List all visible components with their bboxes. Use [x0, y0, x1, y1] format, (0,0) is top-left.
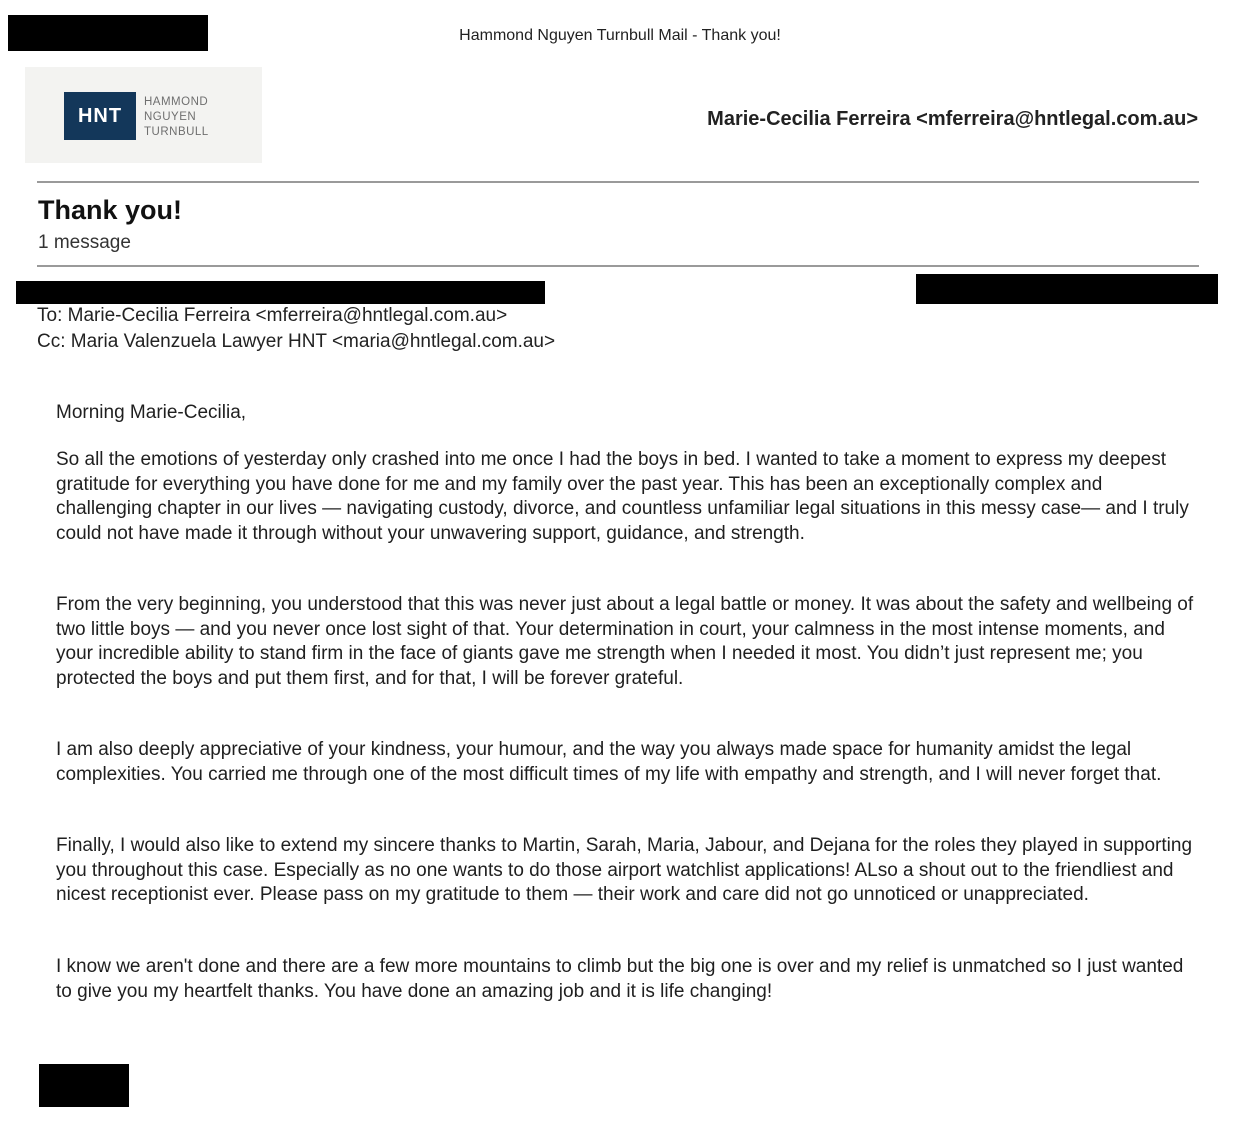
divider-top [37, 181, 1199, 183]
company-logo [25, 67, 262, 163]
redaction-sender [16, 281, 545, 304]
message-paragraph-1 [56, 448, 1196, 546]
paragraph-text: From the very beginning, you understood that this was never just about a legal battle or money. It was about the safety and wellbeing of two little boys — and you never once lost sight of that. Your determination in court, your calmness in the most intense moments, and your incredible ability to stand firm in the face of giants gave me strength when I needed it most. You didn’t just represent me; you protected the boys and put them first, and for that, I will be forever grateful. [56, 594, 1194, 689]
redaction-signature [39, 1064, 129, 1107]
paragraph-text: Finally, I would also like to extend my sincere thanks to Martin, Sarah, Maria, Jabour, and Dejana for the roles they played in supporting you throughout this case. Especially as no one wants to do those airport watchlist applications! ALso a shout out to the friendliest and nicest receptionist ever. Please pass on my gratitude to them — their work and care did not go unnoticed or unappreciated. [56, 835, 1193, 906]
message-paragraph-5 [56, 955, 1196, 1004]
message-greeting [56, 401, 1196, 426]
message-count: 1 message [38, 232, 131, 253]
greeting-text: Morning Marie-Cecilia, [56, 402, 247, 423]
paragraph-text: I am also deeply appreciative of your kindness, your humour, and the way you always made space for humanity amidst the legal complexities. You carried me through one of the most difficult times of my life with empathy and strength, and I will never forget that. [56, 739, 1162, 785]
logo-mark: HNT [64, 92, 136, 140]
logo-line-2: NGUYEN [144, 111, 197, 123]
account-name: Marie-Cecilia Ferreira <mferreira@hntlegal.com.au> [707, 108, 1198, 130]
page-title: Hammond Nguyen Turnbull Mail - Thank you! [459, 27, 781, 44]
paragraph-text: I know we aren't done and there are a few more mountains to climb but the big one is over and my relief is unmatched so I just wanted to give you my heartfelt thanks. You have done an amazing job and it is life changing! [56, 956, 1184, 1002]
logo-wordmark [144, 95, 209, 140]
thread-subject: Thank you! [38, 195, 183, 225]
redaction-date [916, 274, 1218, 304]
message-paragraph-3 [56, 738, 1196, 787]
message-paragraph-2 [56, 593, 1196, 691]
divider-bottom [37, 265, 1199, 267]
paragraph-text: So all the emotions of yesterday only crashed into me once I had the boys in bed. I wanted to take a moment to express my deepest gratitude for everything you have done for me and my family over the past year. This has been an exceptionally complex and challenging chapter in our lives — navigating custody, divorce, and countless unfamiliar legal situations in this messy case— and I truly could not have made it through without your unwavering support, guidance, and strength. [56, 449, 1189, 544]
message-paragraph-4 [56, 834, 1196, 908]
logo-line-1: HAMMOND [144, 96, 209, 108]
cc-line: Cc: Maria Valenzuela Lawyer HNT <maria@hntlegal.com.au> [37, 331, 556, 352]
to-line: To: Marie-Cecilia Ferreira <mferreira@hntlegal.com.au> [37, 305, 508, 326]
logo-line-3: TURNBULL [144, 126, 209, 138]
